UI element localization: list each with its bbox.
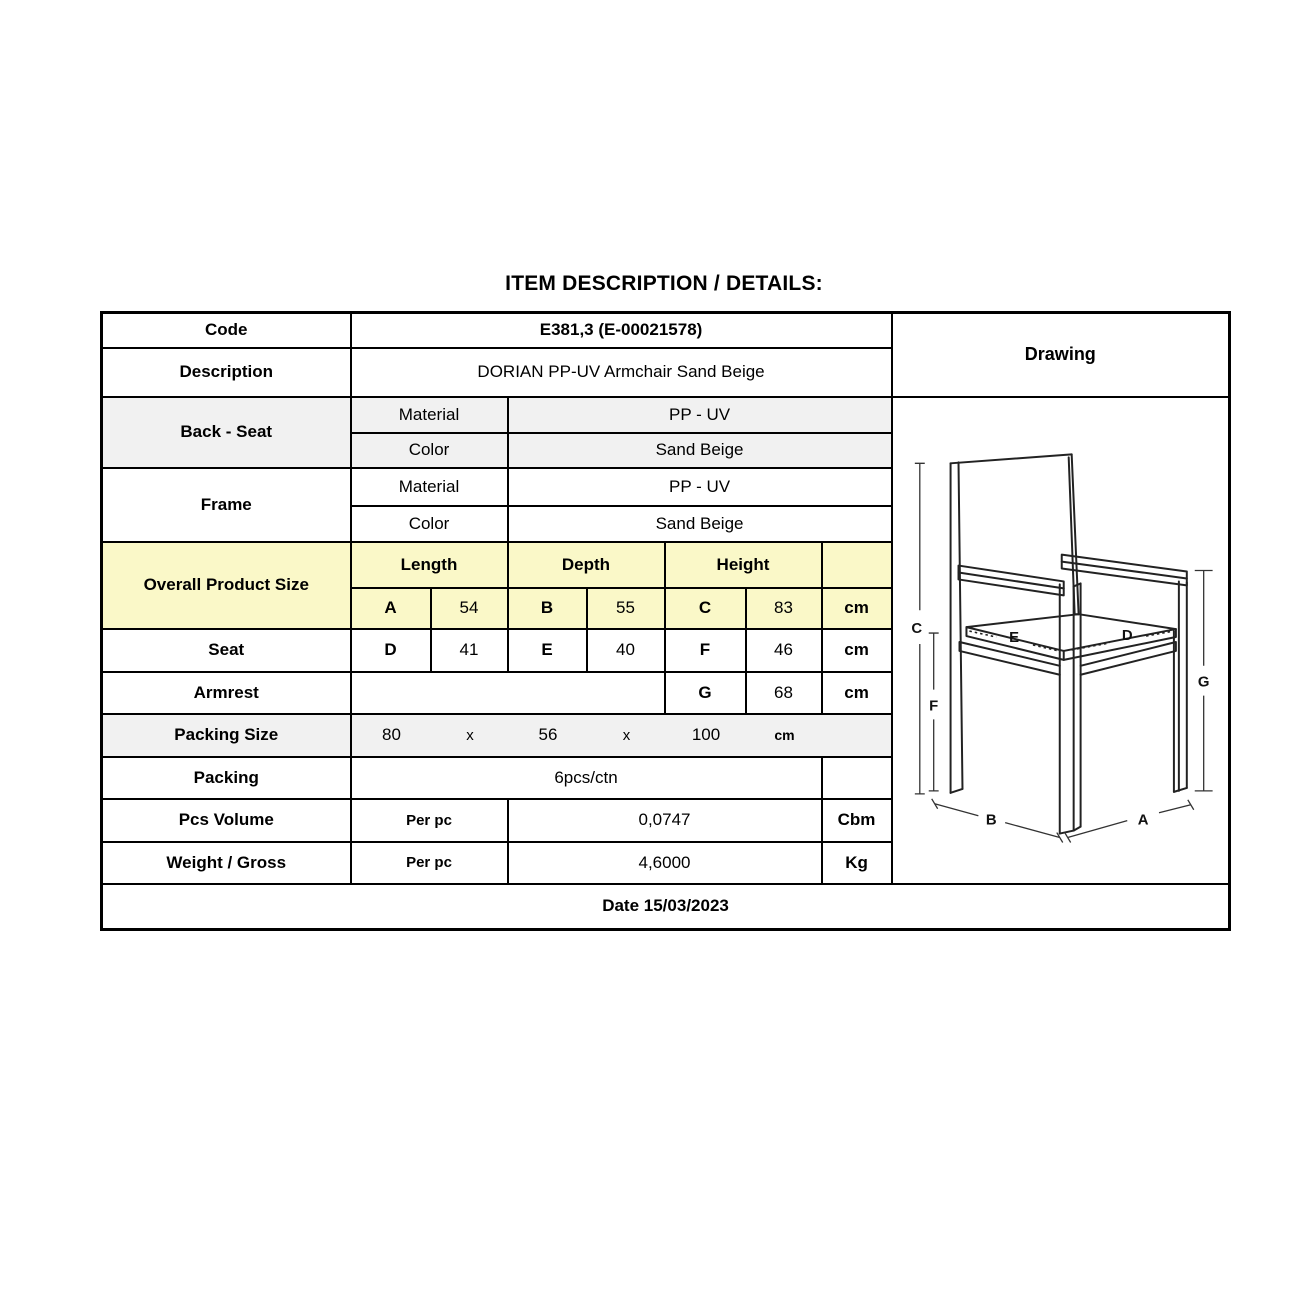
table-row: [102, 884, 1230, 930]
armrest-g-value: 68: [746, 672, 822, 714]
frame-material-label: Material: [351, 468, 508, 506]
code-value: E381,3 (E-00021578): [351, 313, 892, 348]
armrest-g-key: G: [665, 672, 746, 714]
seat-label: Seat: [102, 629, 351, 672]
size-header-spacer: [822, 542, 892, 588]
seat-d-key: D: [351, 629, 431, 672]
dim-line-b: [931, 798, 1062, 842]
spec-sheet: [100, 272, 1228, 931]
weight-value: 4,6000: [508, 842, 822, 884]
armrest-spacer: [351, 672, 665, 714]
pcs-volume-per: Per pc: [351, 799, 508, 842]
description-label: Description: [102, 348, 351, 397]
frame-color-label: Color: [351, 506, 508, 542]
packing-size-label: Packing Size: [102, 714, 351, 757]
overall-unit: cm: [822, 588, 892, 629]
overall-size-label: Overall Product Size: [102, 542, 351, 629]
armrest-label: Armrest: [102, 672, 351, 714]
packing-spacer: [822, 757, 892, 799]
dim-label-c: C: [911, 620, 922, 637]
date-value: Date 15/03/2023: [102, 884, 1230, 930]
chair-drawing: [893, 398, 1229, 883]
overall-c-key: C: [665, 588, 746, 629]
table-row: [102, 313, 1230, 348]
seat-unit: cm: [822, 629, 892, 672]
packing-size-unit: cm: [774, 727, 795, 743]
pcs-volume-unit: Cbm: [822, 799, 892, 842]
seat-e-value: 40: [587, 629, 665, 672]
back-seat-material-value: PP - UV: [508, 397, 892, 433]
dim-label-b: B: [985, 812, 997, 829]
packing-value: 6pcs/ctn: [351, 757, 822, 799]
frame-color-value: Sand Beige: [508, 506, 892, 542]
weight-per: Per pc: [351, 842, 508, 884]
chair-seat: [966, 614, 1175, 651]
seat-f-key: F: [665, 629, 746, 672]
seat-d-value: 41: [431, 629, 508, 672]
dim-label-a: A: [1137, 812, 1149, 829]
page-title: ITEM DESCRIPTION / DETAILS:: [505, 272, 823, 295]
frame-label: Frame: [102, 468, 351, 542]
back-seat-color-value: Sand Beige: [508, 433, 892, 468]
dim-line-a: [1064, 799, 1193, 842]
back-seat-material-label: Material: [351, 397, 508, 433]
pcs-volume-label: Pcs Volume: [102, 799, 351, 842]
dim-label-g: G: [1197, 674, 1210, 691]
dim-label-f: F: [928, 697, 938, 714]
chair-backrest: [950, 454, 1071, 463]
length-header: Length: [351, 542, 508, 588]
overall-a-key: A: [351, 588, 431, 629]
drawing-area: [892, 397, 1230, 884]
weight-label: Weight / Gross: [102, 842, 351, 884]
packing-size-x2: x: [622, 726, 631, 744]
packing-size-length: 80: [382, 725, 401, 744]
table-row: [102, 397, 1230, 433]
packing-size-depth: 56: [538, 725, 558, 744]
armrest-unit: cm: [822, 672, 892, 714]
packing-size-x1: x: [466, 726, 474, 744]
spec-table: [100, 311, 1231, 931]
depth-header: Depth: [508, 542, 665, 588]
weight-unit: Kg: [822, 842, 892, 884]
packing-size-values: [351, 714, 892, 757]
packing-size-height: 100: [691, 725, 721, 744]
dim-label-e: E: [1008, 629, 1019, 646]
packing-label: Packing: [102, 757, 351, 799]
seat-e-key: E: [508, 629, 587, 672]
description-value: DORIAN PP-UV Armchair Sand Beige: [351, 348, 892, 397]
overall-b-value: 55: [587, 588, 665, 629]
drawing-header: Drawing: [892, 313, 1230, 397]
overall-a-value: 54: [431, 588, 508, 629]
dim-label-d: D: [1121, 627, 1133, 644]
back-seat-label: Back - Seat: [102, 397, 351, 468]
overall-c-value: 83: [746, 588, 822, 629]
back-seat-color-label: Color: [351, 433, 508, 468]
pcs-volume-value: 0,0747: [508, 799, 822, 842]
height-header: Height: [665, 542, 822, 588]
seat-f-value: 46: [746, 629, 822, 672]
overall-b-key: B: [508, 588, 587, 629]
code-label: Code: [102, 313, 351, 348]
frame-material-value: PP - UV: [508, 468, 892, 506]
